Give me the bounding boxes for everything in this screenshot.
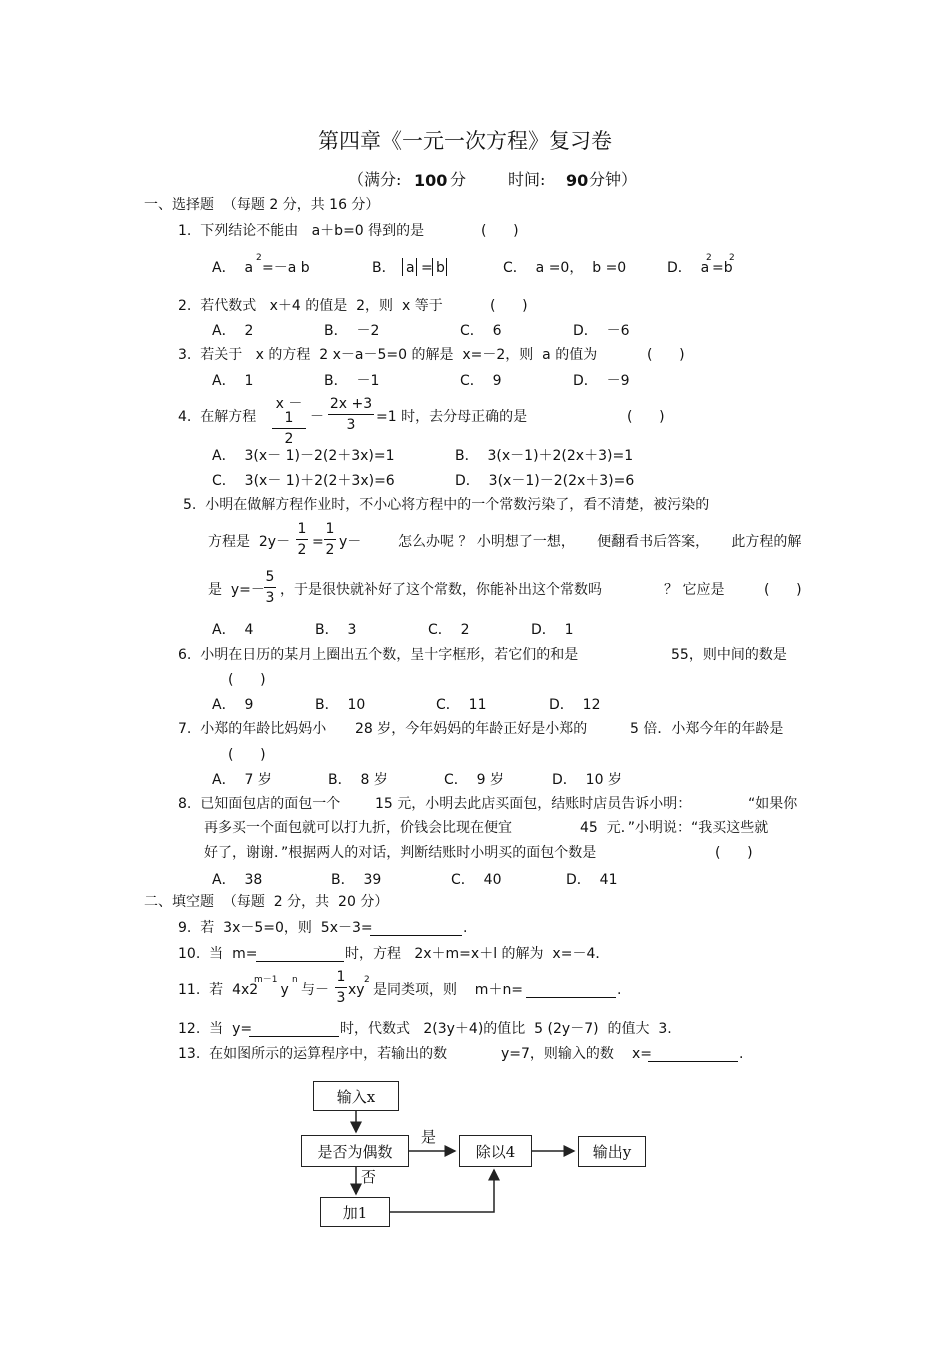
q7-line-1-b: 28 岁，今年妈妈的年龄正好是小郑的 <box>355 721 588 737</box>
q11-fraction-numerator: 1 <box>336 969 346 985</box>
q9-end: . <box>463 920 468 936</box>
q2-stem: 2. 若代数式 x＋4 的值是 2，则 x 等于 <box>178 298 443 314</box>
time-value: 90 <box>566 171 589 190</box>
q2-option-a: A． 2 <box>212 323 254 339</box>
q11-stem-post: 是同类项，则 m＋n= <box>373 982 524 998</box>
q1-option-b: B． <box>372 260 396 276</box>
flow-yes-label: 是 <box>421 1128 437 1146</box>
section-choice-heading: 一、选择题 （每题 2 分，共 16 分） <box>144 197 380 213</box>
flow-add-label: 加1 <box>342 1203 368 1222</box>
q5-option-c: C． 2 <box>428 622 470 638</box>
q11-xy: xy <box>348 982 365 998</box>
q7-option-d: D． 10 岁 <box>552 772 622 788</box>
q11-stem-pre: 11. 若 4x2 <box>178 982 259 998</box>
q10-stem-pre: 10. 当 m= <box>178 946 258 962</box>
q11-exponent-3: 2 <box>364 975 370 985</box>
q5-line-2-pre: 方程是 2y－ <box>208 534 291 550</box>
full-score-value: 100 <box>414 171 448 190</box>
q11-end: . <box>617 982 622 998</box>
q8-option-d: D． 41 <box>566 872 618 888</box>
q1-option-a-rest: =－a b <box>262 260 310 276</box>
q1-option-d-mid: =b <box>712 260 733 276</box>
q1-option-a-sup: 2 <box>256 253 262 263</box>
q7-line-1-a: 7. 小郑的年龄比妈妈小 <box>178 721 327 737</box>
page-title: 第四章《一元一次方程》复习卷 <box>318 129 612 153</box>
q8-line-2-a: 再多买一个面包就可以打九折，价钱会比现在便宜 <box>204 820 512 836</box>
q5-fraction-3-denominator: 3 <box>265 590 275 606</box>
q5-answer-paren: ( ) <box>764 582 802 598</box>
flow-input-label: 输入x <box>336 1087 376 1106</box>
q7-option-a: A． 7 岁 <box>212 772 272 788</box>
time-label: 时间: <box>508 170 546 189</box>
q8-option-c: C． 40 <box>451 872 502 888</box>
q4-fraction-1-numerator: x －1 <box>275 396 303 426</box>
flow-no-label: 否 <box>361 1168 377 1186</box>
q12-stem-pre: 12. 当 y= <box>178 1021 253 1037</box>
time-unit: 分钟） <box>589 170 638 189</box>
q3-option-d: D． －9 <box>573 373 630 389</box>
q1-option-c: C． a =0， b =0 <box>503 260 627 276</box>
q5-line-3-pre: 是 y=－ <box>208 582 265 598</box>
q7-answer-paren: ( ) <box>228 747 266 763</box>
q8-line-1-c: “如果你 <box>748 796 798 812</box>
q3-option-b: B． －1 <box>324 373 380 389</box>
q13-x: x= <box>632 1046 653 1062</box>
q8-option-b: B． 39 <box>331 872 382 888</box>
q5-line-3-mid: ，于是很快就补好了这个常数，你能补出这个常数吗 <box>280 582 602 598</box>
q9-stem: 9. 若 3x－5=0，则 5x－3= <box>178 920 373 936</box>
q1-option-b-expr2: b <box>436 260 445 276</box>
q4-fraction-2-numerator: 2x +3 <box>329 396 373 412</box>
q1-option-b-eq: = <box>421 260 433 276</box>
q1-stem: 1. 下列结论不能由 a＋b=0 得到的是 <box>178 223 425 239</box>
flow-check-label: 是否为偶数 <box>317 1142 393 1161</box>
q4-answer-paren: ( ) <box>627 409 665 425</box>
q3-answer-paren: ( ) <box>647 347 685 363</box>
q11-fraction-denominator: 3 <box>336 990 346 1006</box>
flow-divide-label: 除以4 <box>475 1142 516 1161</box>
flow-divide-box <box>459 1135 532 1167</box>
q1-option-d: D． a <box>667 260 710 276</box>
flow-output-box <box>578 1136 646 1167</box>
q6-option-a: A． 9 <box>212 697 254 713</box>
flow-add-box <box>320 1197 390 1227</box>
q8-line-2-b: 45 元．”小明说：“我买这些就 <box>580 820 769 836</box>
q6-line-1-pre: 6. 小明在日历的某月上圈出五个数，呈十字框形，若它们的和是 <box>178 647 579 663</box>
q11-y: y <box>276 982 289 998</box>
q2-answer-paren: ( ) <box>490 298 528 314</box>
flow-output-label: 输出y <box>592 1143 632 1161</box>
q4-option-d: D． 3(x－1)－2(2x＋3)=6 <box>455 473 635 489</box>
q2-option-d: D． －6 <box>573 323 630 339</box>
q2-option-c: C． 6 <box>460 323 502 339</box>
section-fill-heading: 二、填空题 （每题 2 分，共 20 分） <box>144 894 389 910</box>
q11-exponent-1: m－1 <box>254 975 278 985</box>
q4-minus: － <box>310 409 324 425</box>
q5-fraction-1-denominator: 2 <box>297 542 307 558</box>
q5-option-b: B． 3 <box>315 622 357 638</box>
q13-stem-mid: y=7，则输入的数 <box>501 1046 614 1062</box>
q11-exponent-2: n <box>292 975 298 985</box>
q6-option-b: B． 10 <box>315 697 366 713</box>
q1-answer-paren: ( ) <box>481 223 519 239</box>
q8-line-1-b: 15 元，小明去此店买面包，结账时店员告诉小明： <box>375 796 692 812</box>
q13-end: . <box>739 1046 744 1062</box>
q5-option-a: A． 4 <box>212 622 254 638</box>
q5-equals: = <box>312 534 324 550</box>
q12-stem-post: 时，代数式 2(3y＋4)的值比 5 (2y－7) 的值大 3. <box>340 1021 672 1037</box>
q5-fraction-2-numerator: 1 <box>325 521 335 537</box>
q3-stem: 3. 若关于 x 的方程 2 x－a－5=0 的解是 x=－2，则 a 的值为 <box>178 347 598 363</box>
q4-fraction-2-denominator: 3 <box>346 417 356 433</box>
q5-fraction-3-numerator: 5 <box>265 569 275 585</box>
q7-option-c: C． 9 岁 <box>444 772 505 788</box>
q5-fraction-2-denominator: 2 <box>325 542 335 558</box>
q6-answer-paren: ( ) <box>228 672 266 688</box>
q5-option-d: D． 1 <box>531 622 574 638</box>
q5-line-2-mid: y－ <box>339 534 362 550</box>
q4-fraction-1-denominator: 2 <box>284 431 294 447</box>
q13-stem-pre: 13. 在如图所示的运算程序中，若输出的数 <box>178 1046 448 1062</box>
q7-line-1-c: 5 倍．小郑今年的年龄是 <box>630 721 784 737</box>
q3-option-c: C． 9 <box>460 373 502 389</box>
full-score-unit: 分 <box>450 170 467 189</box>
q7-option-b: B． 8 岁 <box>328 772 388 788</box>
q11-and: 与－ <box>301 982 329 998</box>
q1-option-d-sup2: 2 <box>729 253 735 263</box>
q6-line-1-post: 55，则中间的数是 <box>671 647 787 663</box>
q8-line-1-a: 8. 已知面包店的面包一个 <box>178 796 341 812</box>
q4-stem-post: =1 时，去分母正确的是 <box>376 409 528 425</box>
q8-answer-paren: ( ) <box>715 845 753 861</box>
q1-option-d-sup1: 2 <box>706 253 712 263</box>
q4-option-b: B． 3(x－1)＋2(2x＋3)=1 <box>455 448 634 464</box>
q5-line-2-post: 怎么办呢 ？ 小明想了一想， 便翻看书后答案， 此方程的解 <box>398 534 802 550</box>
q6-option-c: C． 11 <box>436 697 487 713</box>
q4-stem-pre: 4. 在解方程 <box>178 409 257 425</box>
q5-line-1: 5. 小明在做解方程作业时，不小心将方程中的一个常数污染了，看不清楚，被污染的 <box>183 497 710 513</box>
q1-option-b-expr: a <box>406 260 415 276</box>
flow-input-box <box>313 1081 399 1111</box>
q8-option-a: A． 38 <box>212 872 263 888</box>
q8-line-3: 好了，谢谢．”根据两人的对话，判断结账时小明买的面包个数是 <box>204 845 597 861</box>
q4-option-a: A． 3(x－ 1)－2(2＋3x)=1 <box>212 448 395 464</box>
q3-option-a: A． 1 <box>212 373 254 389</box>
flow-check-box <box>301 1135 409 1167</box>
q4-option-c: C． 3(x－ 1)＋2(2＋3x)=6 <box>212 473 395 489</box>
full-score-label: （满分: <box>348 170 402 189</box>
arrow-add-to-divide <box>390 1170 494 1212</box>
q5-fraction-1-numerator: 1 <box>297 521 307 537</box>
q2-option-b: B． －2 <box>324 323 380 339</box>
q6-option-d: D． 12 <box>549 697 601 713</box>
q10-stem-post: 时，方程 2x＋m=x＋l 的解为 x=－4． <box>345 946 610 962</box>
q1-option-a: A． a <box>212 260 254 276</box>
q5-line-3-post: ？ 它应是 <box>664 582 725 598</box>
